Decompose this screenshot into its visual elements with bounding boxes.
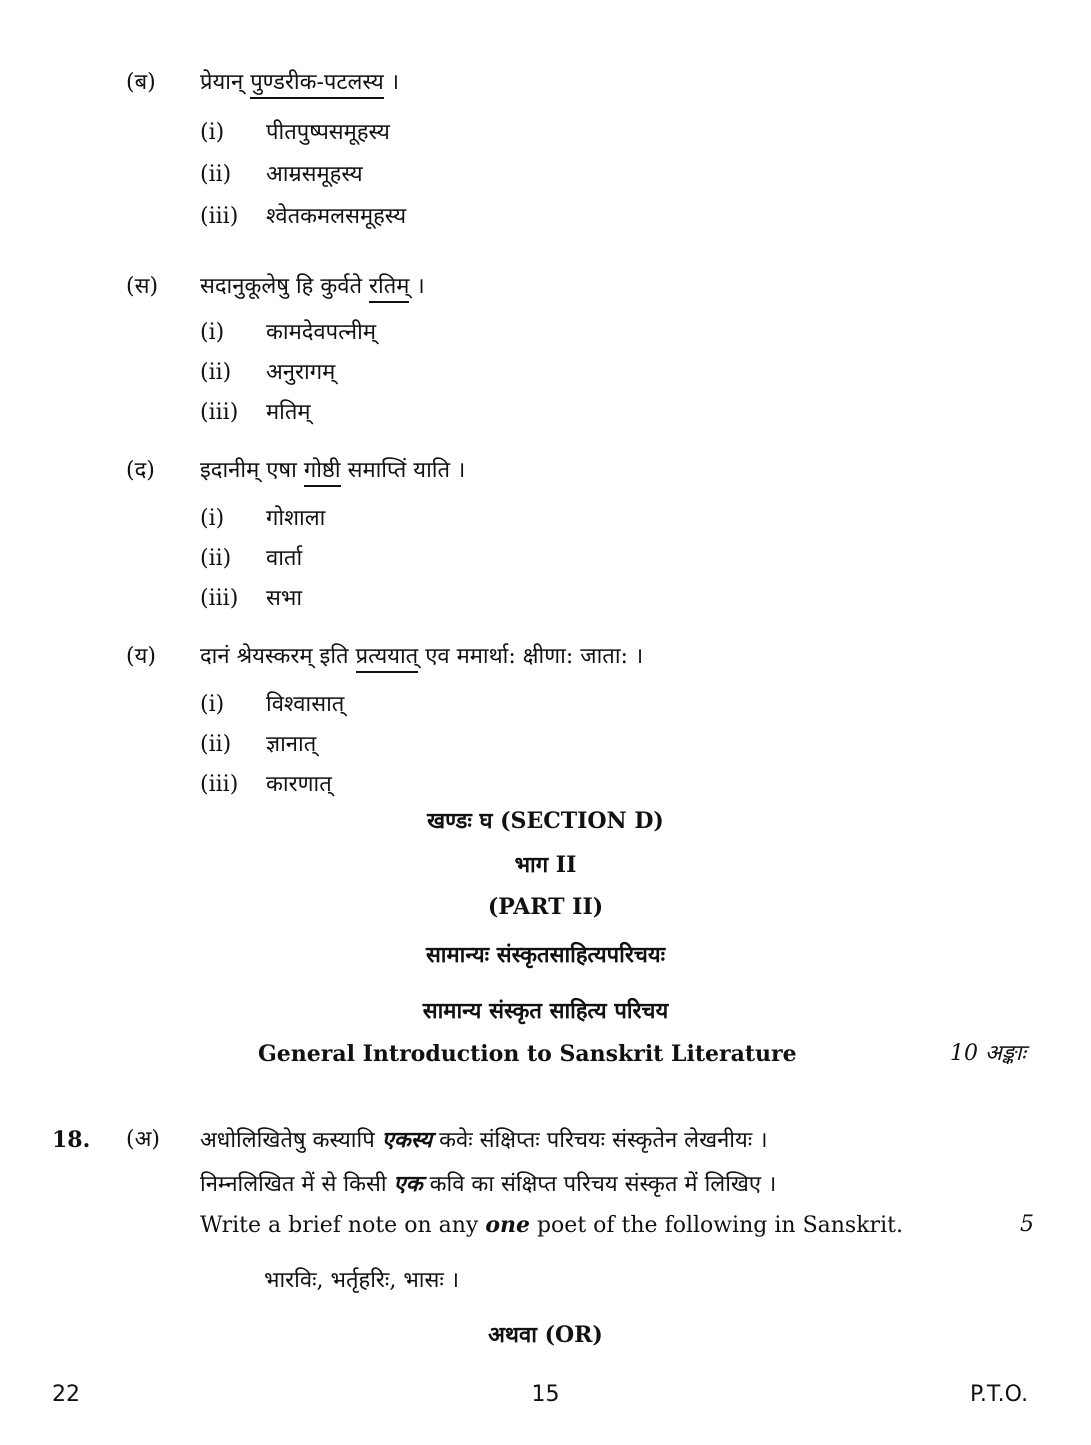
option-item bbox=[200, 320, 376, 346]
question-text-b bbox=[200, 70, 399, 96]
option-item bbox=[200, 400, 311, 426]
question-text-y bbox=[200, 644, 643, 670]
option-text: श्वेतकमलसमूहस्य bbox=[266, 204, 407, 229]
q18-text: निम्नलिखित में से किसी bbox=[200, 1172, 394, 1197]
underlined-word: रतिम् bbox=[369, 274, 409, 303]
question-label-d: (द) bbox=[126, 458, 155, 483]
english-heading: General Introduction to Sanskrit Literature bbox=[258, 1041, 797, 1067]
q18-text: कवि का संक्षिप्त परिचय संस्कृत में लिखिए । bbox=[422, 1172, 777, 1197]
option-text: अनुरागम् bbox=[266, 360, 336, 385]
option-number: (ii) bbox=[200, 732, 232, 757]
option-number: (ii) bbox=[200, 360, 232, 385]
sanskrit-heading: सामान्यः संस्कृतसाहित्यपरिचयः bbox=[425, 942, 666, 968]
option-text: आम्रसमूहस्य bbox=[266, 162, 363, 187]
footer-code: 22 bbox=[52, 1382, 80, 1407]
page-number: 15 bbox=[531, 1382, 560, 1407]
option-number: (iii) bbox=[200, 400, 239, 425]
or-divider: अथवा (OR) bbox=[488, 1322, 603, 1348]
question-text-post: । bbox=[383, 70, 400, 95]
question-text-post: । bbox=[409, 274, 425, 299]
option-text: ज्ञानात् bbox=[266, 732, 317, 757]
question-number: 18. bbox=[52, 1127, 91, 1153]
q18-marks: 5 bbox=[1020, 1212, 1034, 1237]
poet-list: भारविः, भर्तृहरिः, भासः । bbox=[264, 1268, 460, 1293]
pto-label: P.T.O. bbox=[970, 1382, 1029, 1407]
underlined-word: प्रत्ययात् bbox=[356, 644, 419, 673]
option-number: (ii) bbox=[200, 162, 232, 187]
option-item bbox=[200, 732, 316, 758]
option-number: (i) bbox=[200, 320, 225, 345]
option-text: गोशाला bbox=[266, 506, 326, 531]
q18-hindi-line bbox=[200, 1171, 776, 1198]
option-number: (i) bbox=[200, 506, 225, 531]
option-item bbox=[200, 546, 302, 572]
question-text-pre: सदानुकूलेषु हि कुर्वते bbox=[200, 274, 370, 299]
q18-emphasis: एक bbox=[393, 1171, 423, 1197]
option-text: कामदेवपत्नीम् bbox=[266, 320, 376, 345]
option-text: वार्ता bbox=[266, 546, 303, 571]
q18-english-line bbox=[200, 1212, 903, 1239]
option-text: विश्वासात् bbox=[266, 692, 345, 717]
part-heading-hindi: भाग II bbox=[514, 852, 577, 878]
option-text: पीतपुष्पसमूहस्य bbox=[266, 120, 390, 145]
option-number: (ii) bbox=[200, 546, 232, 571]
question-text-pre: प्रेयान् bbox=[200, 70, 251, 95]
option-number: (iii) bbox=[200, 586, 239, 611]
option-item bbox=[200, 772, 332, 798]
q18-text: Write a brief note on any bbox=[200, 1213, 486, 1238]
question-text-post: एव ममार्था: क्षीणा: जाता: । bbox=[418, 644, 644, 669]
section-heading: खण्डः घ (SECTION D) bbox=[427, 808, 664, 834]
q18-text: कवेः संक्षिप्तः परिचयः संस्कृतेन लेखनीयः । bbox=[432, 1128, 768, 1153]
option-item bbox=[200, 360, 335, 386]
q18-emphasis: one bbox=[485, 1212, 530, 1238]
q18-emphasis: एकस्य bbox=[381, 1127, 433, 1153]
underlined-word: पुण्डरीक-पटलस्य bbox=[250, 70, 384, 99]
q18-sanskrit-line bbox=[200, 1127, 768, 1154]
option-text: मतिम् bbox=[266, 400, 311, 425]
q18-text: अधोलिखितेषु कस्यापि bbox=[200, 1128, 382, 1153]
question-text-pre: दानं श्रेयस्करम् इति bbox=[200, 644, 356, 669]
hindi-heading: सामान्य संस्कृत साहित्य परिचय bbox=[422, 998, 669, 1024]
question-text-pre: इदानीम् एषा bbox=[200, 458, 304, 483]
option-text: सभा bbox=[266, 586, 303, 611]
option-item bbox=[200, 586, 302, 612]
question-text-s bbox=[200, 274, 425, 300]
option-number: (i) bbox=[200, 120, 225, 145]
option-number: (iii) bbox=[200, 772, 239, 797]
option-number: (iii) bbox=[200, 204, 239, 229]
option-item bbox=[200, 506, 325, 532]
question-label-a: (अ) bbox=[126, 1127, 160, 1152]
question-text-post: समाप्तिं याति । bbox=[340, 458, 466, 483]
underlined-word: गोष्ठी bbox=[304, 458, 341, 487]
part-heading-english: (PART II) bbox=[487, 894, 604, 920]
question-label-b: (ब) bbox=[126, 70, 156, 95]
option-item bbox=[200, 120, 390, 146]
question-label-s: (स) bbox=[126, 274, 159, 299]
question-label-y: (य) bbox=[126, 644, 156, 669]
option-item bbox=[200, 162, 363, 188]
q18-text: poet of the following in Sanskrit. bbox=[529, 1213, 903, 1238]
option-number: (i) bbox=[200, 692, 225, 717]
option-text: कारणात् bbox=[266, 772, 332, 797]
option-item bbox=[200, 692, 344, 718]
question-text-d bbox=[200, 458, 465, 484]
option-item bbox=[200, 204, 406, 230]
section-marks: 10 अङ्काः bbox=[950, 1041, 1026, 1066]
